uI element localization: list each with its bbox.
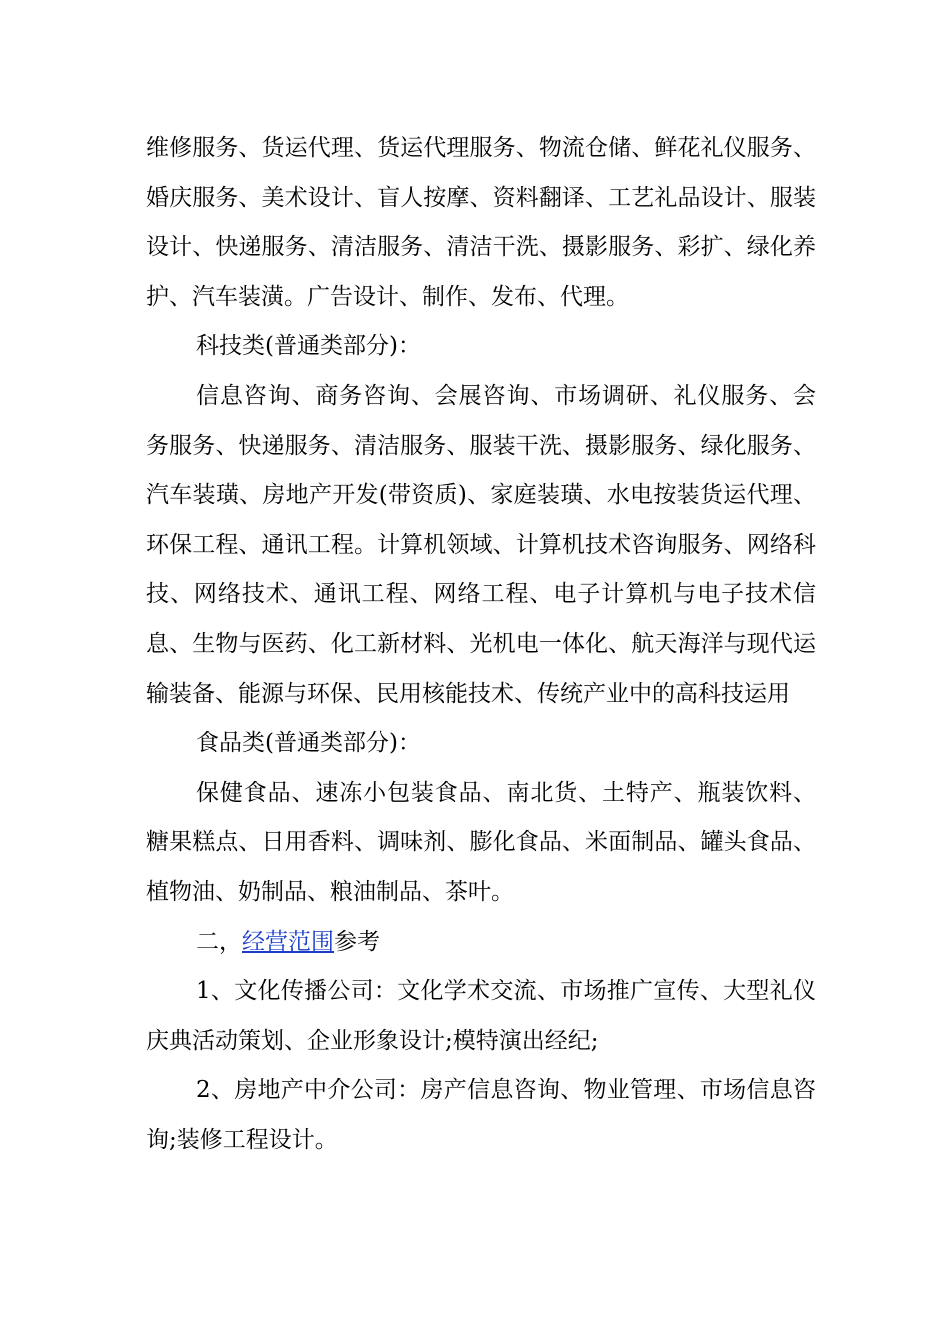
section-heading-suffix: 参考 xyxy=(334,928,380,955)
paragraph-tech-items: 信息咨询、商务咨询、会展咨询、市场调研、礼仪服务、会务服务、快递服务、清洁服务、服装干洗、摄影服务、绿化服务、汽车装璜、房地产开发(带资质)、家庭装璜、水电按装货运代理、环保工程、通讯工程。计算机领域、计算机技术咨询服务、网络科技、网络技术、通讯工程、网络工程、电子计算机与电子技术信息、生物与医药、化工新材料、光机电一体化、航天海洋与现代运输装备、能源与环保、民用核能技术、传统产业中的高科技运用 xyxy=(146,382,816,707)
document-page xyxy=(146,124,816,1165)
heading-tech-category: 科技类(普通类部分)： xyxy=(196,333,421,360)
section-heading-business-scope xyxy=(146,918,816,968)
heading-food-category: 食品类(普通类部分)： xyxy=(196,730,421,757)
section-number: 二， xyxy=(196,928,242,955)
paragraph-services-continued: 维修服务、货运代理、货运代理服务、物流仓储、鲜花礼仪服务、婚庆服务、美术设计、盲人按摩、资料翻译、工艺礼品设计、服装设计、快递服务、清洁服务、清洁干洗、摄影服务、彩扩、绿化养护、汽车装潢。广告设计、制作、发布、代理。 xyxy=(146,135,816,310)
paragraph-culture-company: 1、文化传播公司：文化学术交流、市场推广宣传、大型礼仪庆典活动策划、企业形象设计;模特演出经纪; xyxy=(146,978,816,1054)
paragraph-realestate-company: 2、房地产中介公司：房产信息咨询、物业管理、市场信息咨询;装修工程设计。 xyxy=(146,1077,816,1153)
business-scope-link[interactable]: 经营范围 xyxy=(242,928,334,955)
paragraph-food-items: 保健食品、速冻小包装食品、南北货、土特产、瓶装饮料、糖果糕点、日用香料、调味剂、膨化食品、米面制品、罐头食品、植物油、奶制品、粮油制品、茶叶。 xyxy=(146,779,816,905)
